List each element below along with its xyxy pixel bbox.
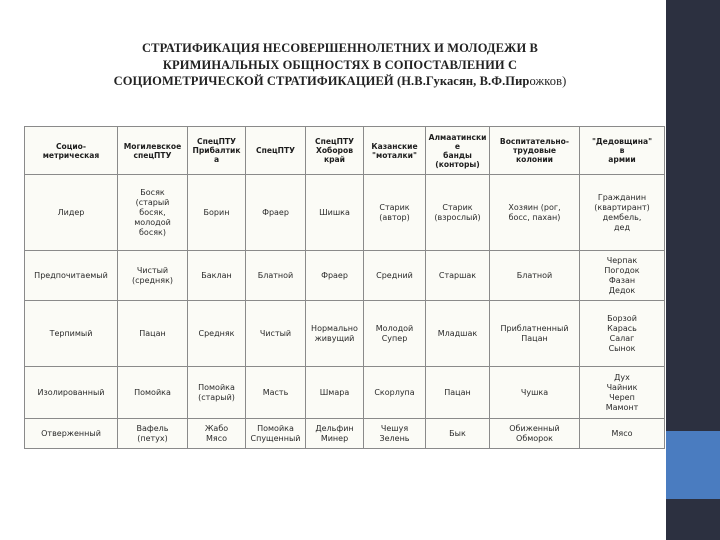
table-cell (188, 301, 246, 367)
title-line-2: КРИМИНАЛЬНЫХ ОБЩНОСТЯХ В СОПОСТАВЛЕНИИ С (162, 57, 518, 72)
table-cell (580, 251, 665, 301)
cell-line: Могилевское (123, 141, 182, 151)
cell-line: Борзой (607, 313, 637, 323)
table-cell (188, 367, 246, 419)
stratification-table (24, 126, 665, 449)
cell-line: Мамонт (605, 402, 639, 412)
table-cell (306, 367, 364, 419)
table-cell (118, 175, 188, 251)
cell-line: дед (614, 222, 630, 232)
table-cell (188, 251, 246, 301)
table-row (25, 367, 665, 419)
cell-line: СпецПТУ (256, 146, 295, 155)
cell-line: (средняк) (131, 275, 174, 285)
row-category-cell (25, 367, 118, 419)
table-header-row (25, 127, 665, 175)
cell-line: Мясо (205, 433, 227, 443)
table-cell (118, 419, 188, 449)
table-cell (426, 251, 490, 301)
table-cell (364, 251, 426, 301)
table-cell (246, 251, 306, 301)
cell-line: Жабо (204, 423, 229, 433)
table-cell (306, 419, 364, 449)
table-cell (490, 367, 580, 419)
cell-line: метрическая (42, 150, 100, 160)
column-header (426, 127, 490, 175)
cell-line: (квартирант) (594, 202, 650, 212)
column-header (490, 127, 580, 175)
cell-line: Обиженный (509, 423, 560, 433)
title-line-1: СТРАТИФИКАЦИЯ НЕСОВЕРШЕННОЛЕТНИХ И МОЛОДЕЖИ В (142, 41, 538, 55)
cell-line: Средний (376, 270, 413, 280)
column-header (306, 127, 364, 175)
cell-line: Средняк (198, 328, 235, 338)
table-cell (118, 251, 188, 301)
table-row (25, 175, 665, 251)
cell-line: Чистый (136, 265, 169, 275)
cell-line: колонии (515, 155, 554, 164)
cell-line: Помойка (198, 382, 235, 392)
table-cell (426, 175, 490, 251)
cell-line: (автор) (379, 212, 410, 222)
cell-line: "моталки" (372, 150, 417, 160)
cell-line: Фазан (608, 275, 636, 285)
cell-line: Хоборов (315, 146, 354, 155)
cell-line: Шмара (319, 387, 350, 397)
table-cell (426, 367, 490, 419)
cell-line: Пацан (139, 328, 166, 338)
slide-title (40, 40, 640, 90)
cell-line: Борин (203, 207, 230, 217)
table-cell (364, 175, 426, 251)
cell-line: Карась (607, 323, 637, 333)
table-cell (490, 419, 580, 449)
column-header (364, 127, 426, 175)
cell-line: Череп (609, 392, 635, 402)
cell-line: Пацан (444, 387, 471, 397)
cell-line: трудовые (513, 146, 556, 155)
column-header (25, 127, 118, 175)
cell-line: (петух) (137, 433, 168, 443)
table-cell (188, 419, 246, 449)
cell-line: Старик (442, 202, 473, 212)
cell-line: босяк, (139, 207, 166, 217)
title-line-3-light: ожков) (529, 74, 567, 88)
cell-line: Зелень (379, 433, 410, 443)
table-cell (246, 419, 306, 449)
cell-line: босяк) (139, 227, 166, 237)
column-header (246, 127, 306, 175)
cell-line: СпецПТУ (197, 137, 236, 146)
table-cell (426, 419, 490, 449)
table-cell (246, 367, 306, 419)
cell-line: босс, пахан) (508, 212, 561, 222)
table-cell (580, 175, 665, 251)
cell-line: Помойка (257, 423, 294, 433)
table-cell (580, 301, 665, 367)
cell-line: Фраер (262, 207, 289, 217)
cell-line: Обморок (516, 433, 553, 443)
cell-line: Босяк (140, 187, 165, 197)
cell-line: Чушка (520, 387, 549, 397)
cell-line: Мясо (611, 428, 633, 438)
column-header (118, 127, 188, 175)
cell-line: Супер (381, 333, 408, 343)
cell-line: Минер (320, 433, 349, 443)
table-cell (118, 367, 188, 419)
table-cell (188, 175, 246, 251)
cell-line: Чешуя (380, 423, 409, 433)
cell-line: Казанские (371, 141, 418, 151)
table-cell (490, 251, 580, 301)
cell-line: Спущенный (250, 433, 301, 443)
cell-line: (старый (135, 197, 170, 207)
cell-line: Старшак (438, 270, 477, 280)
table-cell (580, 419, 665, 449)
cell-line: Отверженный (41, 428, 101, 438)
table-cell (426, 301, 490, 367)
table-cell (364, 301, 426, 367)
title-line-3 (40, 73, 640, 90)
cell-line: Дух (614, 372, 630, 382)
table-cell (490, 301, 580, 367)
cell-line: Младшак (437, 328, 478, 338)
cell-line: банды (443, 150, 472, 160)
cell-line: (старый) (198, 392, 235, 402)
table-cell (246, 175, 306, 251)
cell-line: Воспитательно- (499, 137, 570, 146)
table-row (25, 301, 665, 367)
table-row (25, 251, 665, 301)
cell-line: Баклан (201, 270, 232, 280)
cell-line: Вафель (136, 423, 169, 433)
column-header (188, 127, 246, 175)
cell-line: армии (608, 155, 636, 164)
table-cell (490, 175, 580, 251)
cell-line: Скорлупа (374, 387, 415, 397)
row-category-cell (25, 301, 118, 367)
cell-line: Фраер (321, 270, 348, 280)
table-row (25, 419, 665, 449)
cell-line: Бык (449, 428, 466, 438)
cell-line: Приблатненный (500, 323, 569, 333)
title-line-3-bold: СОЦИОМЕТРИЧЕСКОЙ СТРАТИФИКАЦИЕЙ (Н.В.Гукасян, В.Ф.Пир (113, 74, 530, 88)
cell-line: Лидер (57, 207, 85, 217)
cell-line: Алмаатинские (428, 132, 487, 151)
table-body (25, 175, 665, 449)
cell-line: (конторы) (435, 159, 480, 169)
cell-line: дембель, (602, 212, 642, 222)
cell-line: Предпочитаемый (34, 270, 108, 280)
cell-line: Шишка (319, 207, 350, 217)
cell-line: Терпимый (49, 328, 93, 338)
cell-line: живущий (314, 333, 355, 343)
cell-line: Чистый (259, 328, 292, 338)
table-cell (246, 301, 306, 367)
table-cell (580, 367, 665, 419)
cell-line: край (323, 155, 346, 164)
table-cell (306, 301, 364, 367)
cell-line: Гражданин (597, 192, 647, 202)
cell-line: Блатной (257, 270, 294, 280)
cell-line: спецПТУ (133, 150, 172, 160)
table-cell (118, 301, 188, 367)
cell-line: Салаг (609, 333, 635, 343)
cell-line: Молодой (375, 323, 414, 333)
cell-line: Дедок (608, 285, 636, 295)
cell-line: Погодок (604, 265, 640, 275)
cell-line: (взрослый) (434, 212, 481, 222)
cell-line: Пацан (521, 333, 548, 343)
row-category-cell (25, 175, 118, 251)
cell-line: Помойка (134, 387, 171, 397)
cell-line: Масть (262, 387, 289, 397)
stratification-table-wrapper (24, 126, 664, 448)
cell-line: Изолированный (37, 387, 105, 397)
table-cell (364, 419, 426, 449)
table-cell (306, 175, 364, 251)
cell-line: Сынок (608, 343, 636, 353)
cell-line: Черпак (606, 255, 638, 265)
table-cell (306, 251, 364, 301)
cell-line: Нормально (311, 323, 358, 333)
column-header (580, 127, 665, 175)
cell-line: Чайник (606, 382, 638, 392)
cell-line: Прибалтика (192, 146, 241, 164)
table-cell (364, 367, 426, 419)
row-category-cell (25, 419, 118, 449)
cell-line: молодой (134, 217, 171, 227)
cell-line: "Дедовщина" (591, 137, 653, 146)
cell-line: Социо- (55, 141, 87, 151)
sidebar-accent-block (666, 431, 720, 499)
row-category-cell (25, 251, 118, 301)
cell-line: СпецПТУ (315, 137, 354, 146)
cell-line: Старик (379, 202, 410, 212)
cell-line: Блатной (516, 270, 553, 280)
cell-line: в (619, 146, 625, 155)
cell-line: Дельфин (315, 423, 354, 433)
cell-line: Хозяин (рог, (508, 202, 561, 212)
